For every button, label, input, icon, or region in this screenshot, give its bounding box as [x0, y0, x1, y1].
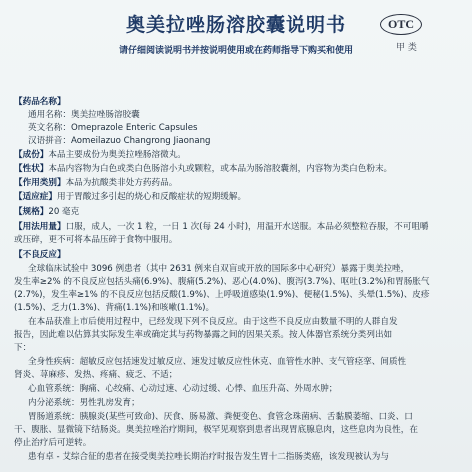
character-text: 本品内容物为白色或类白色肠溶小丸或颗粒，或本品为肠溶胶囊剂，内容物为类白色粉末。	[48, 164, 393, 174]
adverse-paragraph-2-line-1: 在本品获准上市后使用过程中，已经发现下列不良反应。由于这些不良反应由数量不明的人群自发	[28, 317, 398, 327]
otc-class-label: 甲 类	[396, 43, 417, 53]
adverse-general-line-2: 肾炎、荨麻疹、发热、疼痛、疲乏、不适；	[14, 370, 178, 380]
section-usage	[14, 221, 462, 233]
section-category	[14, 177, 462, 189]
section-heading-name: 【药品名称】	[14, 97, 66, 107]
indication-text: 用于胃酸过多引起的烧心和反酸症状的短期缓解。	[56, 192, 247, 202]
section-heading-character: 【性状】	[14, 164, 49, 174]
section-heading-adverse: 【不良反应】	[14, 250, 66, 260]
adverse-gastro-line-2: 干、腹胀、显微镜下结肠炎。奥美拉唑治疗期间，极罕见观察到患者出现胃底腺息肉，这些息肉为良性，在	[14, 425, 418, 435]
category-text: 本品为抗酸类非处方药药品。	[65, 178, 178, 188]
adverse-general-line-1: 全身性疾病：超敏反应包括速发过敏反应、速发过敏反应性休克、血管性水肿、支气管痉挛、间质性	[28, 357, 407, 367]
adverse-cardiovascular: 心血管系统：胸痛、心绞痛、心动过速、心动过缓、心悸、血压升高、外周水肿；	[28, 384, 338, 394]
common-name: 通用名称：奥美拉唑肠溶胶囊	[28, 110, 140, 120]
ingredient-text: 本品主要成份为奥美拉唑肠溶微丸。	[48, 150, 186, 160]
usage-text-line-2: 或压碎，更不可将本品压碎于食物中服用。	[14, 235, 178, 245]
leaflet-title: 奥美拉唑肠溶胶囊说明书	[125, 14, 346, 36]
section-heading-usage: 【用法用量】	[14, 222, 66, 232]
leaflet-subtitle: 请仔细阅读说明书并按说明使用或在药师指导下购买和使用	[118, 46, 353, 56]
english-name: 英文名称：Omeprazole Enteric Capsules	[28, 123, 198, 133]
adverse-paragraph-2-line-2: 报告，因此难以估算其实际发生率或确定其与药物暴露之间的因果关系。按人体器官系统分类列出如	[14, 330, 393, 340]
pinyin-name: 汉语拼音：Aomeilazuo Changrong Jiaonang	[28, 136, 211, 146]
section-heading-category: 【作用类别】	[14, 178, 66, 188]
section-heading-spec: 【规格】	[14, 207, 49, 217]
section-heading-ingredient: 【成份】	[14, 150, 49, 160]
section-ingredient	[14, 149, 462, 161]
adverse-paragraph-2-line-3: 下：	[14, 343, 32, 353]
adverse-paragraph-1-line-2: 发生率≥2% 的不良反应包括头痛(6.9%)、腹痛(5.2%)、恶心(4.0%)、腹泻(3.7%)、呕吐(3.2%)和胃肠胀气	[14, 277, 430, 287]
otc-badge: OTC	[380, 14, 422, 35]
section-heading-indication: 【适应症】	[14, 192, 57, 202]
adverse-paragraph-1-line-1: 全球临床试验中 3096 例患者（其中 2631 例来自双盲或开放的国际多中心研究）暴露于奥美拉唑，	[28, 264, 410, 274]
section-character	[14, 163, 462, 175]
adverse-gastro-line-3: 停止治疗后可逆转。	[14, 438, 92, 448]
adverse-paragraph-1-line-4: (1.5%)、乏力(1.3%)、背痛(1.1%)和咳嗽(1.1%)。	[14, 303, 215, 313]
section-spec	[14, 206, 462, 218]
section-indication	[14, 191, 462, 203]
spec-text: 20 毫克	[48, 207, 80, 217]
adverse-paragraph-1-line-3: (2.7%)，发生率≥1% 的不良反应包括反酸(1.9%)、上呼吸道感染(1.9%)、便秘(1.5%)、头晕(1.5%)、皮疹	[14, 290, 430, 300]
adverse-zes-line: 患有卓 - 艾综合征的患者在接受奥美拉唑长期治疗时报告发生胃十二指肠类癌，该发现被认为与	[28, 452, 389, 462]
adverse-gastro-line-1: 胃肠道系统：胰腺炎(某些可致命)、厌食、肠易激、粪便变色、食管念珠菌病、舌黏膜萎缩、口炎、口	[28, 412, 413, 422]
usage-text-line-1: 口服，成人，一次 1 粒，一日 1 次(每 24 小时)，用温开水送服。本品必须整粒吞服，不可咀嚼	[65, 222, 429, 232]
adverse-endocrine: 内分泌系统：男性乳房发育；	[28, 398, 140, 408]
